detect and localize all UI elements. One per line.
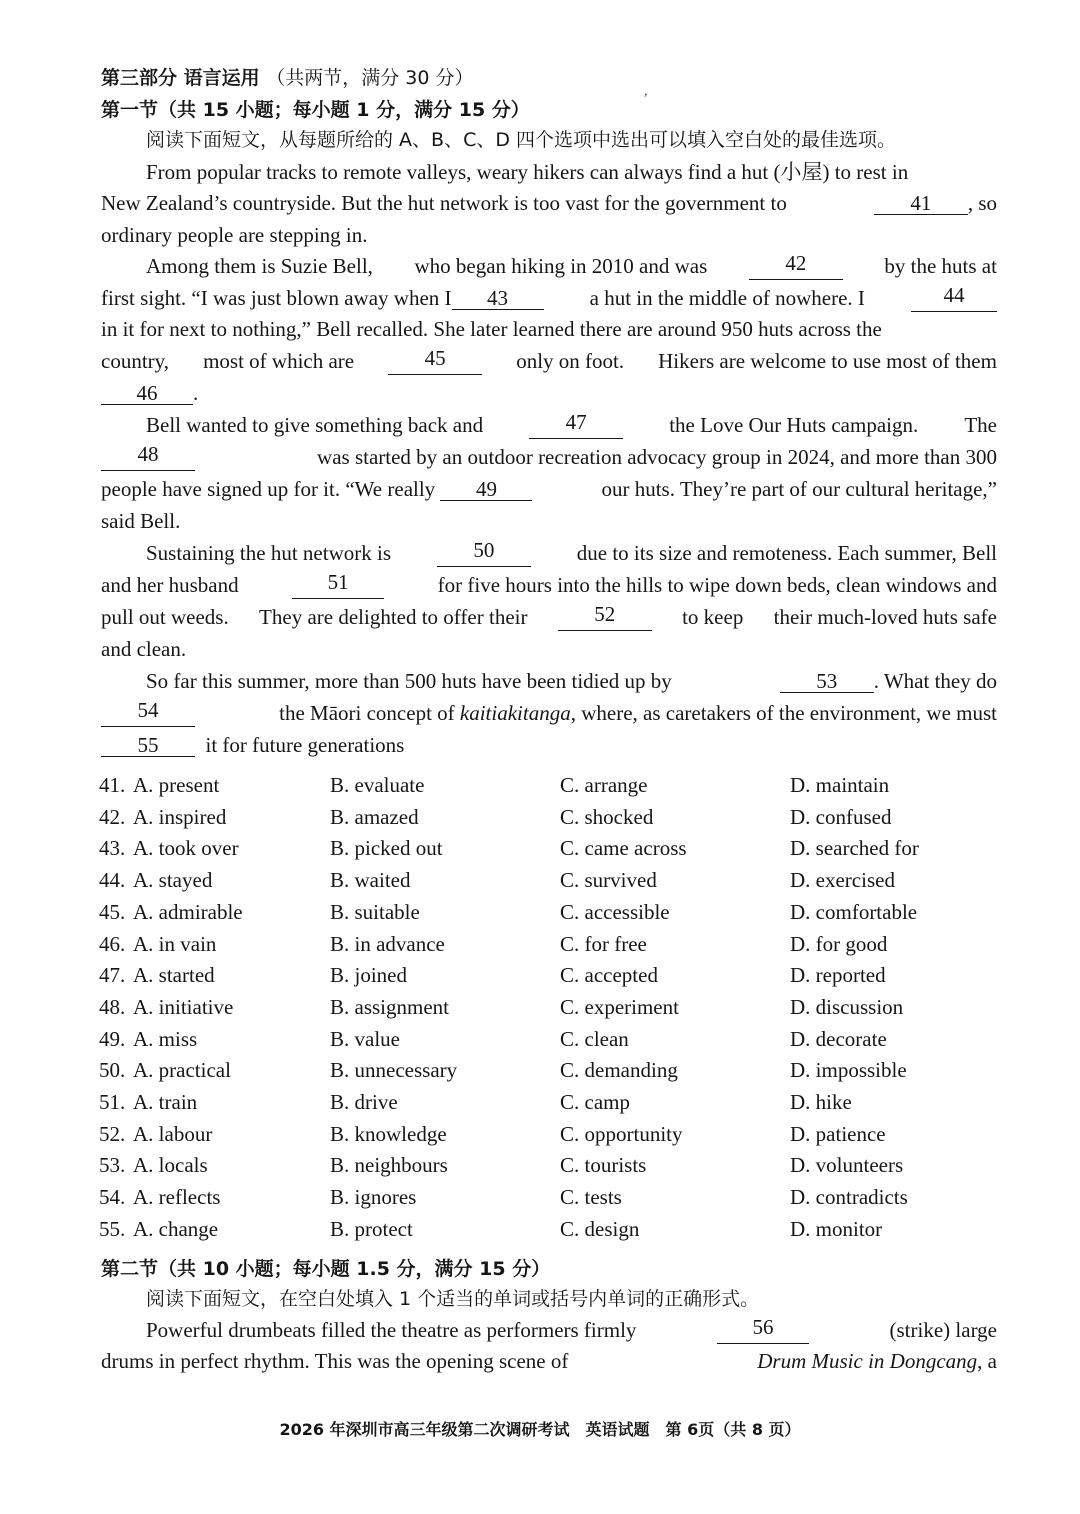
option-d: D. confused [790,804,892,829]
option-b: B. amazed [330,804,419,829]
passage-line: country, most of which are 45 only on foot. Hikers are welcome to use most of them [101,346,997,373]
option-c: C. arrange [560,773,648,797]
blank-44: 44 [911,284,997,312]
passage-line: first sight. “I was just blown away when I 43 a hut in the middle of nowhere. I 44 [101,284,997,312]
passage-line: ordinary people are stepping in. [101,223,368,247]
option-b: B. assignment [330,994,449,1019]
option-c: C. for free [560,931,647,956]
question-number: 42. [99,804,126,829]
option-b: B. unnecessary [330,1058,458,1083]
section1-title: 第一节（共 15 小题；每小题 1 分，满分 15 分） [101,99,530,121]
question-number: 49. [99,1026,126,1051]
passage-line: and her husband 51 for five hours into the hills to wipe down beds, clean windows and [101,570,997,597]
question-number: 50. [99,1058,126,1083]
option-d: D. impossible [790,1058,907,1083]
option-d: D. volunteers [790,1153,904,1178]
option-c: C. accepted [560,963,658,988]
question-number: 48. [99,994,126,1019]
option-a: A. started [133,963,215,988]
option-a: A. locals [133,1153,208,1178]
question-number: 43. [99,836,126,861]
blank-52: 52 [558,603,652,631]
section1-instruction: 阅读下面短文，从每题所给的 A、B、C、D 四个选项中选出可以填入空白处的最佳选项。 [146,129,897,151]
question-number: 52. [99,1121,126,1146]
passage-line: 46 . [101,379,198,407]
part-header [101,64,474,92]
option-c: C. shocked [560,804,654,829]
passage-line: 54 the Māori concept of kaitiakitanga, where, as caretakers of the environment, we must [101,699,997,727]
option-c: C. camp [560,1090,630,1114]
option-c: C. demanding [560,1058,678,1083]
option-b: B. drive [330,1090,398,1114]
option-d: D. comfortable [790,899,918,924]
option-a: A. practical [133,1058,231,1083]
option-b: B. waited [330,868,411,893]
option-d: D. for good [790,931,888,956]
option-a: A. inspired [133,804,227,829]
passage-line: 55 it for future generations [101,731,404,759]
option-c: C. accessible [560,899,670,924]
option-a: A. initiative [133,994,234,1019]
option-a: A. labour [133,1121,213,1146]
option-a: A. change [133,1216,219,1241]
passage-line: drums in perfect rhythm. This was the opening scene of Drum Music in Dongcang, a [101,1349,997,1373]
option-a: A. admirable [133,899,243,924]
option-c: C. opportunity [560,1121,683,1146]
passage-line: 48 was started by an outdoor recreation advocacy group in 2024, and more than 300 [101,443,997,471]
passage-line: Powerful drumbeats filled the theatre as performers firmly 56 (strike) large [146,1315,997,1342]
blank-42: 42 [749,252,843,280]
option-a: A. in vain [133,931,217,956]
page-footer: 2026 年深圳市高三年级第二次调研考试 英语试题 第 6页（共 8 页） [279,1420,801,1439]
option-d: D. maintain [790,773,890,797]
option-b: B. neighbours [330,1153,448,1178]
option-a: A. reflects [133,1185,221,1210]
option-c: C. clean [560,1026,629,1051]
option-b: B. knowledge [330,1121,447,1146]
blank-49: 49 [440,478,532,501]
option-b: B. picked out [330,836,443,861]
option-d: D. reported [790,963,886,988]
option-b: B. suitable [330,899,420,924]
part-title: 第三部分 语言运用 [101,67,260,89]
passage-line: and clean. [101,637,187,661]
option-b: B. protect [330,1216,413,1241]
question-number: 44. [99,868,126,893]
blank-53: 53 [780,670,874,693]
question-number: 54. [99,1185,126,1210]
blank-51: 51 [292,571,384,599]
passage-line: said Bell. [101,509,181,533]
option-d: D. discussion [790,994,904,1019]
option-c: C. tests [560,1185,622,1210]
part-subtitle: （共两节，满分 30 分） [266,67,474,89]
blank-50: 50 [437,539,531,567]
option-c: C. survived [560,868,657,893]
option-a: A. present [133,773,220,797]
passage-line: in it for next to nothing,” Bell recalled. She later learned there are around 950 huts across the [101,317,882,341]
section2-title: 第二节（共 10 小题；每小题 1.5 分，满分 15 分） [101,1258,551,1280]
question-number: 45. [99,899,126,924]
option-a: A. took over [133,836,239,861]
passage-line: New Zealand’s countryside. But the hut network is too vast for the government to 41 , so [101,191,997,215]
option-c: C. design [560,1216,640,1241]
option-b: B. in advance [330,931,445,956]
option-b: B. ignores [330,1185,417,1210]
question-number: 47. [99,963,126,988]
blank-41: 41 [874,192,968,215]
question-number: 53. [99,1153,126,1178]
question-number: 51. [99,1090,126,1114]
option-d: D. contradicts [790,1185,908,1210]
passage-line: Among them is Suzie Bell, who began hiking in 2010 and was 42 by the huts at [146,251,997,278]
option-c: C. came across [560,836,687,861]
blank-56: 56 [717,1316,809,1344]
option-d: D. monitor [790,1216,883,1241]
option-c: C. experiment [560,994,679,1019]
option-d: D. hike [790,1090,852,1114]
blank-43: 43 [452,287,544,310]
passage-line: Bell wanted to give something back and 47 the Love Our Huts campaign. The [146,410,997,437]
option-d: D. decorate [790,1026,887,1051]
blank-54: 54 [101,699,195,727]
passage-line: From popular tracks to remote valleys, weary hikers can always find a hut (小屋) to rest in [146,160,909,184]
question-number: 55. [99,1216,126,1241]
option-b: B. joined [330,963,407,988]
passage-line: So far this summer, more than 500 huts have been tidied up by 53 . What they do [146,669,997,693]
blank-55: 55 [101,734,195,757]
option-d: D. exercised [790,868,895,893]
blank-48: 48 [101,443,195,471]
stray-mark: , [644,84,648,99]
passage-line: pull out weeds. They are delighted to offer their 52 to keep their much-loved huts safe [101,602,997,629]
work-title: Drum Music in Dongcang [757,1349,978,1373]
blank-46: 46 [101,382,193,405]
passage-line: Sustaining the hut network is 50 due to its size and remoteness. Each summer, Bell [146,538,997,565]
blank-47: 47 [529,411,623,439]
option-b: B. evaluate [330,773,425,797]
blank-45: 45 [388,347,482,375]
option-d: D. searched for [790,836,919,861]
option-b: B. value [330,1026,400,1051]
option-d: D. patience [790,1121,886,1146]
option-a: A. train [133,1090,198,1114]
passage-line: people have signed up for it. “We really 49 our huts. They’re part of our cultural heritage,” [101,477,997,501]
option-a: A. miss [133,1026,198,1051]
maori-term: kaitiakitanga [459,701,571,725]
option-a: A. stayed [133,868,213,893]
question-number: 46. [99,931,126,956]
option-c: C. tourists [560,1153,647,1178]
section2-instruction: 阅读下面短文，在空白处填入 1 个适当的单词或括号内单词的正确形式。 [146,1288,760,1310]
question-number: 41. [99,773,126,797]
